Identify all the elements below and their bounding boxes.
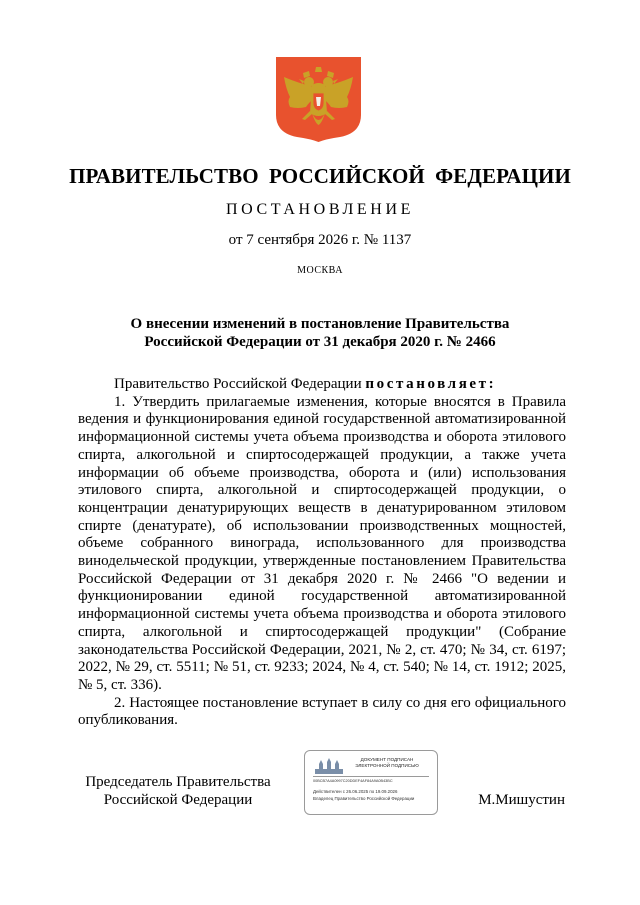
coat-of-arms-emblem [276,57,361,142]
document-type: ПОСТАНОВЛЕНИЕ [226,201,414,218]
signatory-position [78,773,278,809]
document-date-number: от 7 сентября 2026 г. № 1137 [228,232,412,248]
document-title [100,315,540,351]
electronic-signature-stamp [304,750,438,815]
paragraph-2: 2. Настоящее постановление вступает в силу со дня его официального опубликования. [78,694,566,729]
stamp-owner: Владелец Правительство Российской Федерации [313,796,415,801]
document-city: МОСКВА [297,265,343,276]
paragraph-1: 1. Утвердить прилагаемые изменения, которые вносятся в Правила ведения и функционирования единой государственной автоматизированной информационной системы учета объема производства и оборота этилового спирта, алкогольной и спиртосодержащей продукции, а также учета информации об объеме производства, оборота и (или) использования этилового спирта, алкогольной и спиртосодержащей продукции, о концентрации денатурирующих веществ в денатурированном этиловом спирте (денатурате), об использовании производственных мощностей, объеме собранного винограда, использованного для производства винодельческой продукции, утвержденные постановлением Правительства Российской Федерации от 31 декабря 2020 г. № 2466 "О ведении и функционировании единой государственной автоматизированной информационной системы учета объема производства и оборота этилового спирта, алкогольной и спиртосодержащей продукции" (Собрание законодательства Российской Федерации, 2021, № 2, ст. 470; № 34, ст. 6197; 2022, № 29, ст. 5511; № 51, ст. 9233; 2024, № 4, ст. 540; № 14, ст. 1912; 2025, № 5, ст. 336). [78,393,566,693]
stamp-title-line: ЭЛЕКТРОННОЙ ПОДПИСЬЮ [355,763,419,769]
stamp-header [313,755,429,774]
stamp-validity: Действителен с 26.06.2025 по 19.09.2026 [313,789,398,794]
document-title-line: Российской Федерации от 31 декабря 2020 г. № 2466 [144,334,496,350]
signatory-position-line: Российской Федерации [103,792,253,808]
stamp-title-line: ДОКУМЕНТ ПОДПИСАН [360,757,414,762]
preamble-prefix: Правительство Российской Федерации [114,376,362,392]
stamp-divider [313,776,429,777]
stamp-certificate: 00BCB7A4A0997C20DDEF4AF84A9A0B43BC [313,779,393,783]
document-body [78,376,566,730]
signatory-position-line: Председатель Правительства [85,774,271,790]
preamble-verb: постановляет: [365,376,497,392]
double-headed-eagle-icon [276,57,361,142]
stamp-title [345,757,429,769]
kremlin-icon [315,758,343,774]
organization-heading: ПРАВИТЕЛЬСТВО РОССИЙСКОЙ ФЕДЕРАЦИИ [69,164,571,188]
preamble [78,376,566,394]
signatory-name: М.Мишустин [478,792,565,808]
document-title-line: О внесении изменений в постановление Правительства [130,316,510,332]
